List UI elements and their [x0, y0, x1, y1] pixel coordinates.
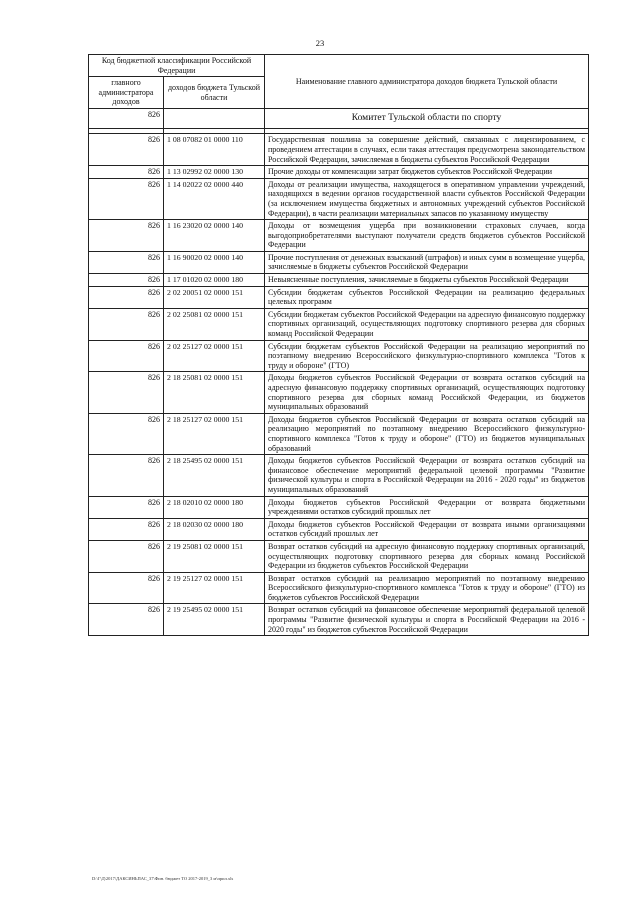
revenue-code-cell: 2 19 25081 02 0000 151	[164, 540, 265, 572]
description-cell: Прочие поступления от денежных взысканий (штрафов) и иных сумм в возмещение ущерба, зачисляемые в бюджеты субъектов Российской Федерации	[265, 251, 589, 273]
description-cell: Прочие доходы от компенсации затрат бюджетов субъектов Российской Федерации	[265, 166, 589, 179]
table-header-row	[89, 55, 589, 77]
description-cell: Возврат остатков субсидий на финансовое обеспечение мероприятий федеральной целевой программы "Развитие физической культуры и спорта в Российской Федерации на 2016 - 2020 годы" из бюджетов субъектов Российской Федерации	[265, 604, 589, 636]
admin-code-cell: 826	[89, 308, 164, 340]
admin-code-cell: 826	[89, 286, 164, 308]
table-row	[89, 372, 589, 413]
admin-code-cell: 826	[89, 604, 164, 636]
table-row	[89, 413, 589, 454]
admin-code-cell: 826	[89, 455, 164, 496]
admin-code-cell: 826	[89, 413, 164, 454]
table-row	[89, 518, 589, 540]
committee-name: Комитет Тульской области по спорту	[265, 108, 589, 128]
revenue-code-cell: 1 14 02022 02 0000 440	[164, 178, 265, 219]
description-cell: Доходы от возмещения ущерба при возникновении страховых случаев, когда выгодоприобретателями выступают получатели средств бюджетов субъектов Российской Федерации	[265, 220, 589, 252]
revenue-code-cell: 2 02 20051 02 0000 151	[164, 286, 265, 308]
description-cell: Доходы от реализации имущества, находящегося в оперативном управлении учреждений, находящихся в ведении органов государственной власти субъектов Российской Федерации (за исключением имущества бюджетных и автономных учреждений субъектов Российской Федерации), в части реализации материальных запасов по указанному имуществу	[265, 178, 589, 219]
revenue-code-header: доходов бюджета Тульской области	[164, 77, 265, 109]
admin-code-cell: 826	[89, 518, 164, 540]
table-row	[89, 455, 589, 496]
description-cell: Государственная пошлина за совершение действий, связанных с лицензированием, с проведением аттестации в случаях, если такая аттестация предусмотрена законодательством Российской Федерации, зачисляемая в бюджеты субъектов Российской Федерации	[265, 134, 589, 166]
admin-code-cell: 826	[89, 372, 164, 413]
name-header: Наименование главного администратора доходов бюджета Тульской области	[265, 55, 589, 109]
revenue-code-cell: 2 19 25127 02 0000 151	[164, 572, 265, 604]
table-row	[89, 251, 589, 273]
table-row	[89, 286, 589, 308]
page-number: 23	[315, 38, 325, 48]
admin-code-cell: 826	[89, 166, 164, 179]
description-cell: Доходы бюджетов субъектов Российской Федерации от возврата бюджетными учреждениями остатков субсидий прошлых лет	[265, 496, 589, 518]
description-cell: Невыясненные поступления, зачисляемые в бюджеты субъектов Российской Федерации	[265, 274, 589, 287]
description-cell: Доходы бюджетов субъектов Российской Федерации от возврата остатков субсидий на адресную финансовую поддержку спортивных организаций, осуществляющих подготовку спортивного резерва для сборных команд Российской Федерации, из бюджетов муниципальных образований	[265, 372, 589, 413]
table-row	[89, 540, 589, 572]
committee-admin-code: 826	[89, 108, 164, 128]
file-path-footer: D:\Г\Д\2017\ДАКСИНЬПАС_37\Фин. бюджет ТО 2017-2019_3 м\прил.xls	[92, 876, 234, 881]
table-row	[89, 572, 589, 604]
revenue-code-cell: 2 19 25495 02 0000 151	[164, 604, 265, 636]
committee-row	[89, 108, 589, 128]
revenue-code-cell: 2 18 25081 02 0000 151	[164, 372, 265, 413]
kbk-header: Код бюджетной классификации Российской Федерации	[89, 55, 265, 77]
admin-code-cell: 826	[89, 572, 164, 604]
description-cell: Доходы бюджетов субъектов Российской Федерации от возврата остатков субсидий на реализацию мероприятий по поэтапному внедрению Всероссийского физкультурно-спортивного комплекса "Готов к труду и обороне" (ГТО) из бюджетов муниципальных образований	[265, 413, 589, 454]
description-cell: Возврат остатков субсидий на реализацию мероприятий по поэтапному внедрению Всероссийского физкультурно-спортивного комплекса "Готов к труду и обороне" (ГТО) из бюджетов субъектов Российской Федерации	[265, 572, 589, 604]
table-row	[89, 166, 589, 179]
table-row	[89, 134, 589, 166]
revenue-code-cell: 1 13 02992 02 0000 130	[164, 166, 265, 179]
table-row	[89, 220, 589, 252]
admin-code-cell: 826	[89, 340, 164, 372]
table-row	[89, 308, 589, 340]
table-row	[89, 274, 589, 287]
admin-code-cell: 826	[89, 496, 164, 518]
table-row	[89, 340, 589, 372]
revenue-code-cell: 2 18 25127 02 0000 151	[164, 413, 265, 454]
table-row	[89, 604, 589, 636]
admin-code-cell: 826	[89, 540, 164, 572]
admin-code-cell: 826	[89, 274, 164, 287]
description-cell: Доходы бюджетов субъектов Российской Федерации от возврата иными организациями остатков субсидий прошлых лет	[265, 518, 589, 540]
table-row	[89, 178, 589, 219]
revenue-admin-table	[88, 54, 589, 636]
revenue-code-cell: 1 17 01020 02 0000 180	[164, 274, 265, 287]
revenue-code-cell: 1 16 23020 02 0000 140	[164, 220, 265, 252]
admin-code-cell: 826	[89, 178, 164, 219]
revenue-code-cell: 2 18 02010 02 0000 180	[164, 496, 265, 518]
revenue-code-cell: 2 18 25495 02 0000 151	[164, 455, 265, 496]
revenue-code-cell: 2 02 25127 02 0000 151	[164, 340, 265, 372]
description-cell: Субсидии бюджетам субъектов Российской Федерации на адресную финансовую поддержку спортивных организаций, осуществляющих подготовку спортивного резерва для сборных команд Российской Федерации	[265, 308, 589, 340]
admin-code-cell: 826	[89, 134, 164, 166]
revenue-code-cell: 1 08 07082 01 0000 110	[164, 134, 265, 166]
description-cell: Субсидии бюджетам субъектов Российской Федерации на реализацию федеральных целевых программ	[265, 286, 589, 308]
description-cell: Субсидии бюджетам субъектов Российской Федерации на реализацию мероприятий по поэтапному внедрению Всероссийского физкультурно-спортивного комплекса "Готов к труду и обороне" (ГТО)	[265, 340, 589, 372]
revenue-code-cell: 2 02 25081 02 0000 151	[164, 308, 265, 340]
table-row	[89, 496, 589, 518]
committee-empty-cell	[164, 108, 265, 128]
admin-code-header: главного администратора доходов	[89, 77, 164, 109]
revenue-code-cell: 2 18 02030 02 0000 180	[164, 518, 265, 540]
admin-code-cell: 826	[89, 251, 164, 273]
revenue-code-cell: 1 16 90020 02 0000 140	[164, 251, 265, 273]
description-cell: Доходы бюджетов субъектов Российской Федерации от возврата остатков субсидий на финансовое обеспечение мероприятий федеральной целевой программы "Развитие физической культуры и спорта в Российской Федерации на 2016 - 2020 годы" из бюджетов муниципальных образований	[265, 455, 589, 496]
description-cell: Возврат остатков субсидий на адресную финансовую поддержку спортивных организаций, осуществляющих подготовку спортивного резерва для сборных команд Российской Федерации из бюджетов субъектов Российской Федерации	[265, 540, 589, 572]
admin-code-cell: 826	[89, 220, 164, 252]
